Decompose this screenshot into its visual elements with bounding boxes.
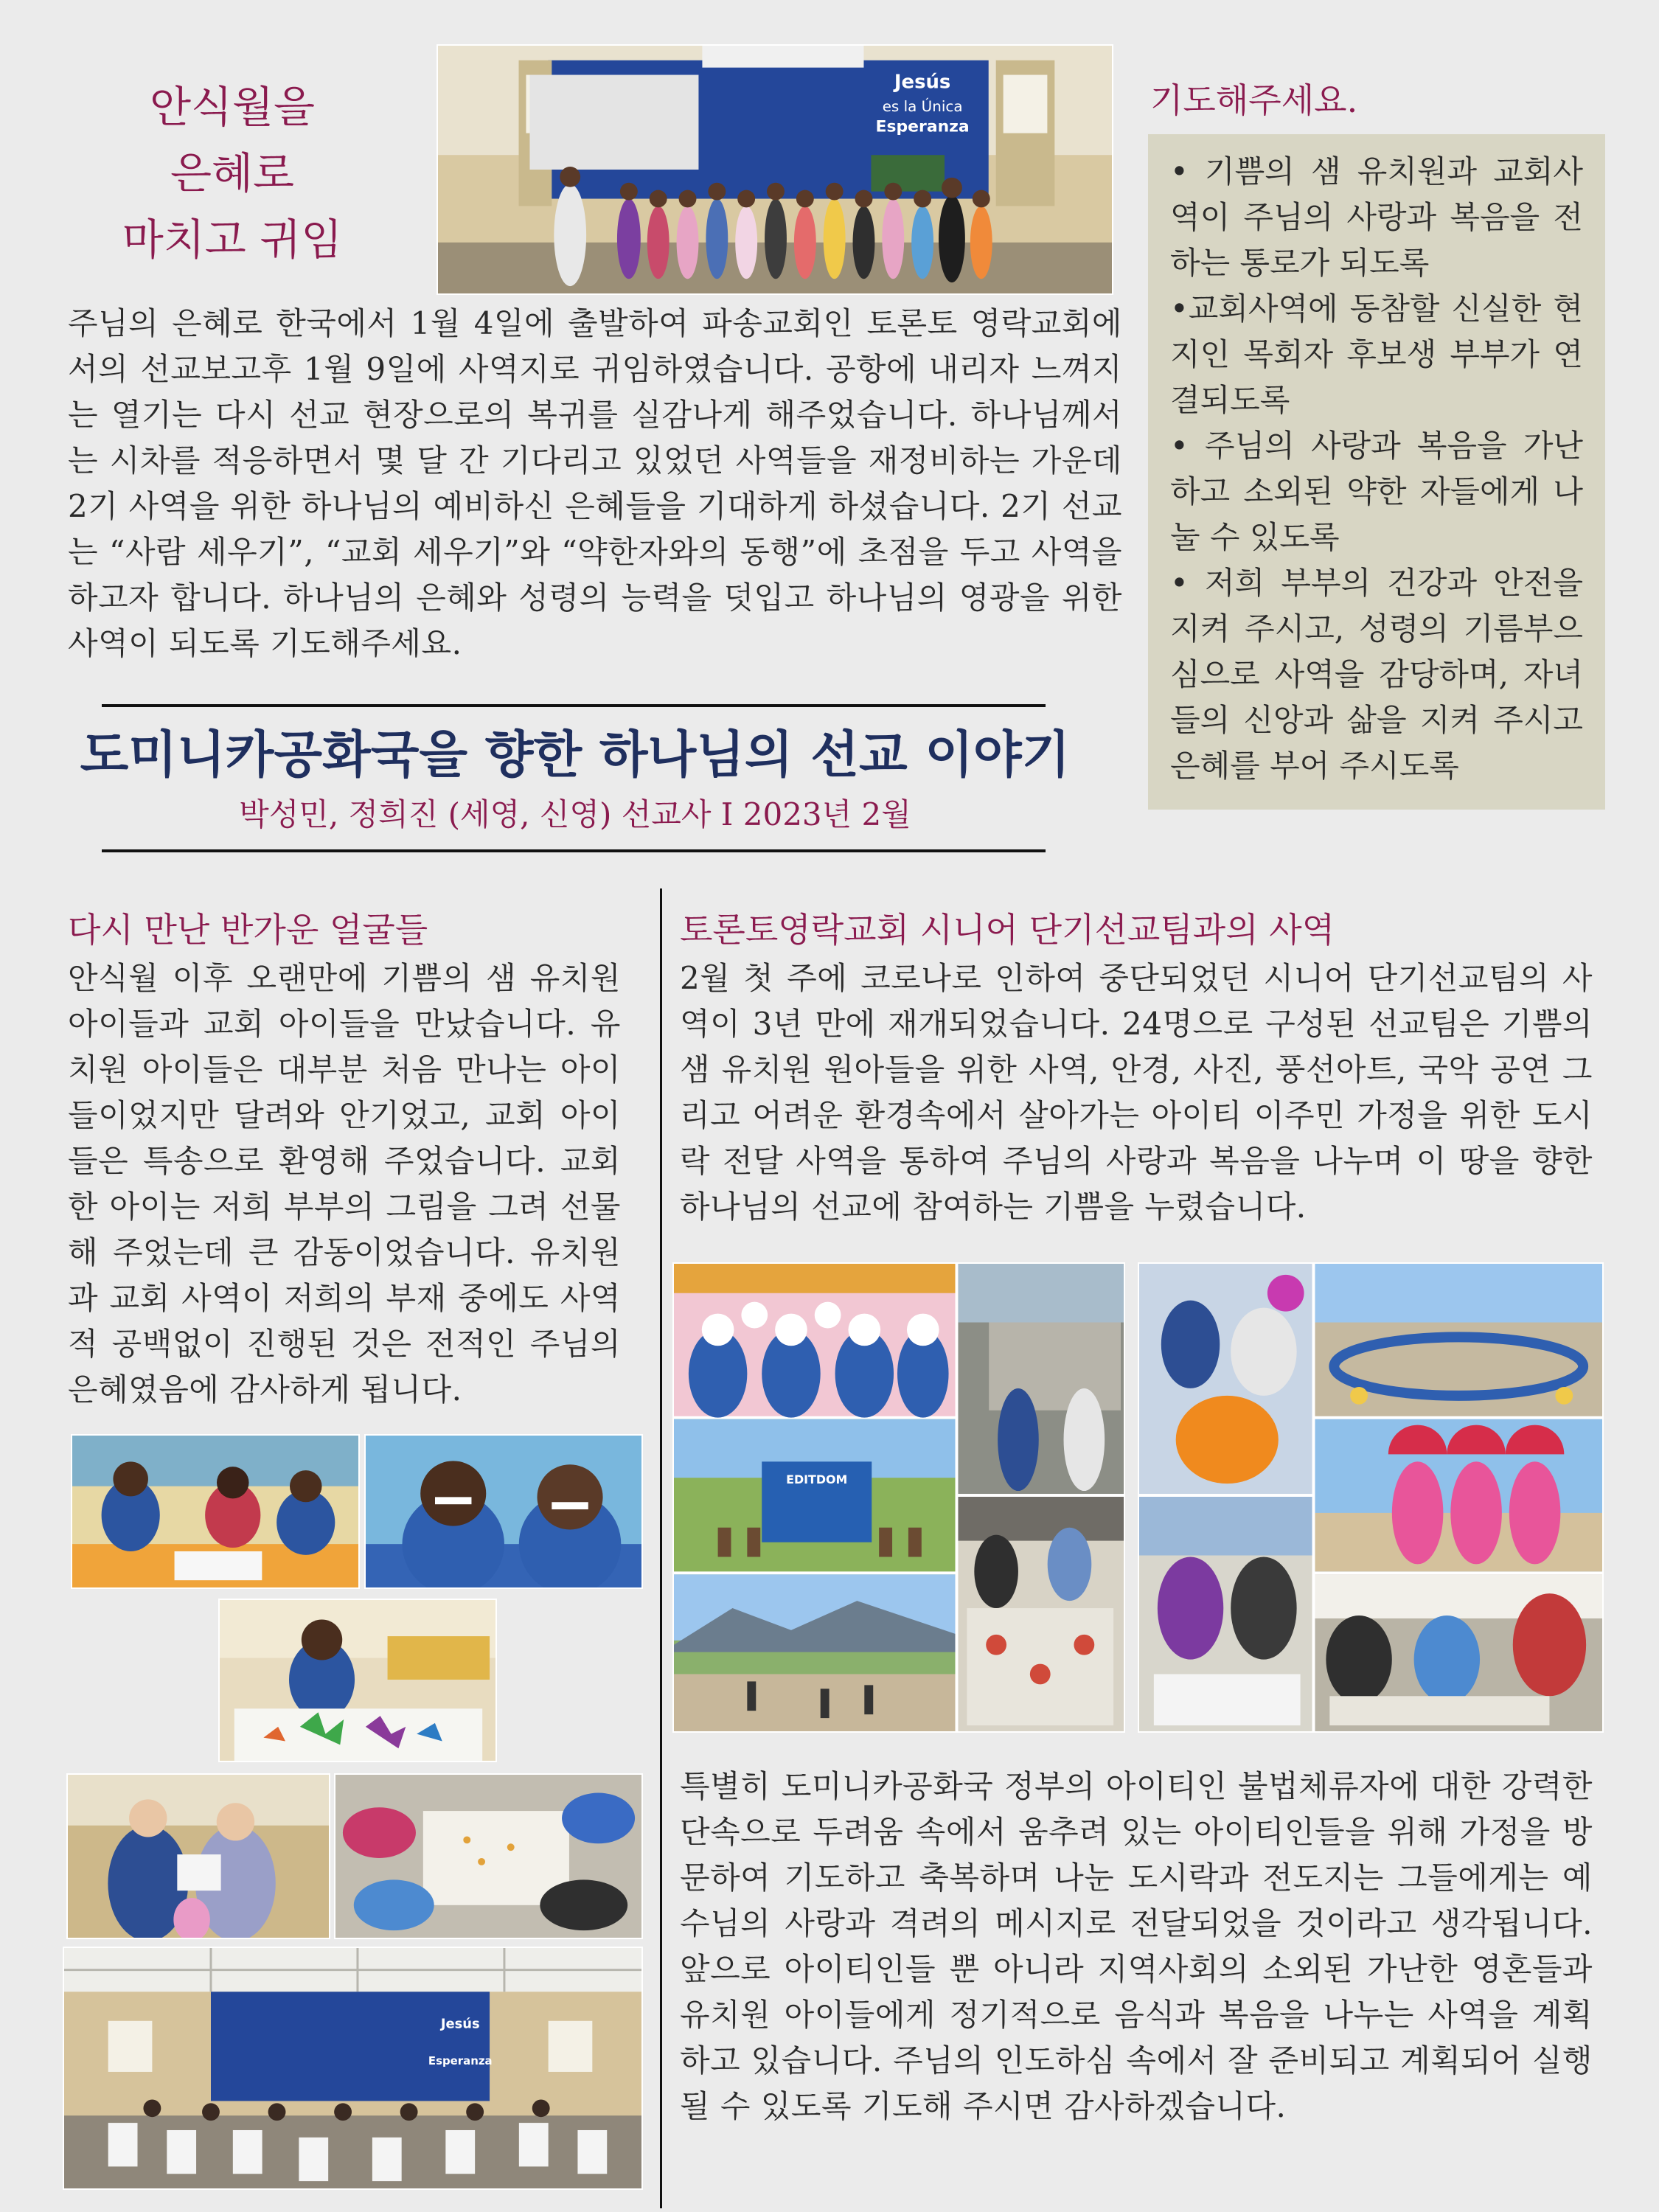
- photo-sign-line-3: Esperanza: [875, 117, 970, 136]
- kid-handprint-photo: [218, 1599, 497, 1762]
- mission-collage-left: [672, 1262, 1125, 1733]
- right-section-title: 토론토영락교회 시니어 단기선교팀과의 사역: [680, 910, 1335, 950]
- right-section-body-1: 2월 첫 주에 코로나로 인하여 중단되었던 시니어 단기선교팀의 사역이 3년 만에 재개되었습니다. 24명으로 구성된 선교팀은 기쁨의 샘 유치원 원아들을 위한 사역, 안경, 사진, 풍선아트, 국악 공연 그리고 어려운 환경속에서 살아가는 아이티 이주민 가정을 위한 도시락 전달 사역을 통하여 주님의 사랑과 복음을 나누며 이 땅을 향한 하나님의 선교에 참여하는 기쁨을 누렸습니다.: [680, 960, 1593, 1225]
- church-group-photo: [437, 44, 1113, 295]
- banner-title: 도미니카공화국을 향한 하나님의 선교 이야기: [80, 726, 1071, 785]
- banner-subtitle: 박성민, 정희진 (세영, 신영) 선교사 I 2023년 2월: [239, 796, 911, 832]
- kids-coloring-floor-photo: [334, 1773, 643, 1939]
- intro-heading: [111, 74, 354, 273]
- prayer-box: [1148, 134, 1605, 810]
- church-service-photo: [63, 1947, 643, 2190]
- collage-sign: EDITDOM: [786, 1472, 848, 1487]
- column-divider: [660, 888, 662, 2208]
- intro-heading-line-2: 은혜로: [170, 148, 295, 198]
- mission-collage-right: [1138, 1262, 1604, 1733]
- prayer-item: • 주님의 사랑과 복음을 가난하고 소외된 약한 자들에게 나눌 수 있도록: [1170, 428, 1583, 555]
- kids-drawing-photo: [71, 1434, 360, 1589]
- intro-heading-line-3: 마치고 귀임: [122, 215, 343, 265]
- left-section-body: 안식월 이후 오랜만에 기쁨의 샘 유치원 아이들과 교회 아이들을 만났습니다. 유치원 아이들은 대부분 처음 만나는 아이들이었지만 달려와 안기었고, 교회 아이들은 특송으로 환영해 주었습니다. 교회 한 아이는 저희 부부의 그림을 그려 선물해 주었는데 큰 감동이었습니다. 유치원과 교회 사역이 저희의 부재 중에도 사역적 공백없이 진행된 것은 전적인 주님의 은혜였음에 감사하게 됩니다.: [68, 960, 621, 1408]
- prayer-item: • 저희 부부의 건강과 안전을 지켜 주시고, 성령의 기름부으심으로 사역을 감당하며, 자녀들의 신앙과 삶을 지켜 주시고 은혜를 부어 주시도록: [1170, 565, 1583, 784]
- photo-sign-line-2: es la Única: [882, 98, 963, 115]
- prayer-title: 기도해주세요.: [1150, 80, 1358, 120]
- right-section-body-2: 특별히 도미니카공화국 정부의 아이티인 불법체류자에 대한 강력한 단속으로 두려움 속에서 움추려 있는 아이티인들을 위해 가정을 방문하여 기도하고 축복하며 나눈 도시락과 전도지는 그들에게는 예수님의 사랑과 격려의 메시지로 전달되었을 것이라고 생각됩니다. 앞으로 아이티인들 뿐 아니라 지역사회의 소외된 가난한 영혼들과 유치원 아이들에게 정기적으로 음식과 복음을 나누는 사역을 계획하고 있습니다. 주님의 인도하심 속에서 잘 준비되고 계획되어 실행될 수 있도록 기도해 주시면 감사하겠습니다.: [680, 1768, 1593, 2124]
- prayer-item: • 기쁨의 샘 유치원과 교회사역이 주님의 사랑과 복음을 전하는 통로가 되도록: [1170, 153, 1583, 281]
- kids-smiling-photo: [364, 1434, 643, 1589]
- left-section-title: 다시 만난 반가운 얼굴들: [68, 910, 428, 950]
- photo-sign-line-1: Jesús: [894, 71, 951, 94]
- banner-rule-top: [102, 704, 1046, 707]
- service-photo-sign-1: Jesús: [440, 2016, 480, 2032]
- banner-rule-bottom: [102, 849, 1046, 852]
- prayer-item: •교회사역에 동참할 신실한 현지인 목회자 후보생 부부가 연결되도록: [1170, 291, 1583, 418]
- service-photo-sign-2: Esperanza: [428, 2054, 493, 2068]
- intro-body: 주님의 은혜로 한국에서 1월 4일에 출발하여 파송교회인 토론토 영락교회에서의 선교보고후 1월 9일에 사역지로 귀임하였습니다. 공항에 내리자 느껴지는 열기는 다시 선교 현장으로의 복귀를 실감나게 해주었습니다. 하나님께서는 시차를 적응하면서 몇 달 간 기다리고 있었던 사역들을 재정비하는 가운데 2기 사역을 위한 하나님의 예비하신 은혜들을 기대하게 하셨습니다. 2기 선교는 “사람 세우기”, “교회 세우기”와 “약한자와의 동행”에 초점을 두고 사역을 하고자 합니다. 하나님의 은혜와 성령의 능력을 덧입고 하나님의 영광을 위한 사역이 되도록 기도해주세요.: [68, 305, 1122, 661]
- couple-with-drawing-photo: [66, 1773, 330, 1939]
- intro-heading-line-1: 안식월을: [149, 82, 316, 132]
